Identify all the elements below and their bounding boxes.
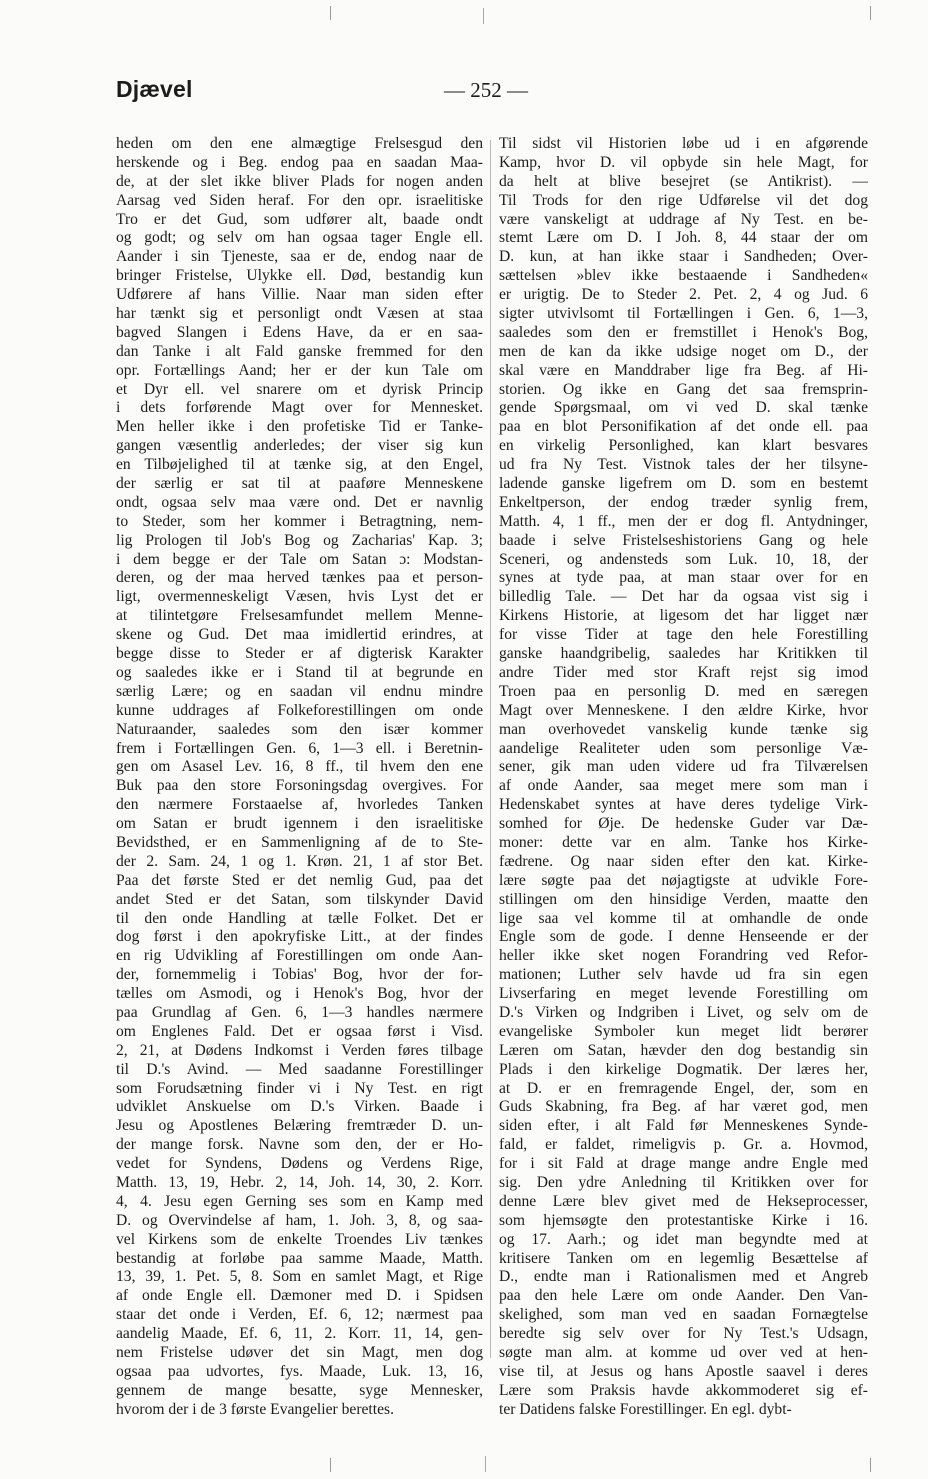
text-line: Matth. 13, 19, Hebr. 2, 14, Joh. 14, 30, 2. Korr. xyxy=(116,1173,483,1191)
text-line: heller ikke sket nogen Forandring ved Refor- xyxy=(499,947,868,965)
text-line: baade i selve Fristelseshistoriens Gang og hele xyxy=(499,531,868,549)
text-line: men de kan da ikke udsige noget om D., der xyxy=(499,342,868,360)
text-line: en Tilbøjelighed til at tænke sig, at den Engel, xyxy=(116,456,483,474)
text-line: der, fornemmelig i Tobias' Bog, hvor der for- xyxy=(116,966,483,984)
text-line: Matth. 4, 1 ff., men der er dog fl. Antydninger, xyxy=(499,512,868,530)
text-line: ligt, overmenneskeligt Væsen, hvis Lyst det er xyxy=(116,588,483,606)
text-line: Aander i sin Tjeneste, saa er de, endog naar de xyxy=(116,248,483,266)
text-line: 4, 4. Jesu egen Gerning ses som en Kamp med xyxy=(116,1192,483,1210)
text-line: for i sit Fald at drage mange andre Engle med xyxy=(499,1155,868,1173)
text-line: bringer Fristelse, Ulykke ell. Død, bestandig kun xyxy=(116,267,483,285)
text-line: stillingen om den hinsidige Verden, maatte den xyxy=(499,890,868,908)
text-line: vise til, at Jesus og hans Apostle saavel i deres xyxy=(499,1362,868,1380)
text-line: der særlig er sat til at paaføre Menneskene xyxy=(116,475,483,493)
text-line: en rig Udvikling af Forestillingen om onde Aan- xyxy=(116,947,483,965)
text-line: skelighed, som man ved en saadan Fornægtelse xyxy=(499,1306,868,1324)
running-head: Djævel xyxy=(116,76,193,102)
text-line: ladende ganske ligefrem om D. som en bestemt xyxy=(499,475,868,493)
text-line: D., endte man i Rationalismen med et Angreb xyxy=(499,1268,868,1286)
text-line: Engle som de gode. I denne Henseende er der xyxy=(499,928,868,946)
text-line: somhed for Øje. De hedenske Guder var Dæ- xyxy=(499,815,868,833)
text-line: paa en blot Personifikation af det onde ell. paa xyxy=(499,418,868,436)
text-line: Udførere af hans Villie. Naar man siden efter xyxy=(116,286,483,304)
text-line: Plads i den kirkelige Dogmatik. Der læres her, xyxy=(499,1060,868,1078)
text-line: i dem begge er der Tale om Satan ɔ: Modstan- xyxy=(116,550,483,568)
text-line: 2, 21, at Dødens Indkomst i Verden føres tilbage xyxy=(116,1041,483,1059)
text-line: kunne uddrages af Folkeforestillingen om onde xyxy=(116,701,483,719)
text-line: hvorom der i de 3 første Evangelier berettes. xyxy=(116,1400,394,1418)
text-line: af onde Engle ell. Dæmoner med D. i Spidsen xyxy=(116,1287,483,1305)
text-line: siden efter, i alt Fald før Menneskenes Synde- xyxy=(499,1117,868,1135)
text-line: vedet for Syndens, Dødens og Verdens Rige, xyxy=(116,1155,483,1173)
text-line: D.'s Virken og Indgriben i Livet, og selv om de xyxy=(499,1003,868,1021)
text-line: der 2. Sam. 24, 1 og 1. Krøn. 21, 1 af stor Bet. xyxy=(116,852,483,870)
text-line: særlig Lære; og en saadan vil endnu mindre xyxy=(116,682,483,700)
text-line: evangeliske Symboler kun meget lidt berører xyxy=(499,1022,868,1040)
text-line: om Englenes Fald. Det er ogsaa først i Visd. xyxy=(116,1022,483,1040)
right-column xyxy=(499,135,868,1420)
crop-mark xyxy=(330,1458,331,1472)
text-line: ganske haandgribelig, saaledes har Kritikken til xyxy=(499,645,868,663)
text-line: Lære som Praksis havde akkommoderet sig ef- xyxy=(499,1381,868,1399)
text-line: sættelsen »blev ikke bestaaende i Sandheden« xyxy=(499,267,868,285)
text-line: et Dyr ell. vel snarere om et dyrisk Princip xyxy=(116,380,483,398)
text-line: og saaledes ikke er i Stand til at begrunde en xyxy=(116,663,483,681)
text-line: udviklet Anskuelse om D.'s Virken. Baade i xyxy=(116,1098,483,1116)
text-line: en virkelig Personlighed, kan klart besvares xyxy=(499,437,868,455)
text-line: at tilintetgøre Frelsesamfundet mellem Menne- xyxy=(116,607,483,625)
text-line: og godt; og selv om han ogsaa tager Engle ell. xyxy=(116,229,483,247)
text-line: Paa det første Sted er det nemlig Gud, paa det xyxy=(116,871,483,889)
text-line: staar det onde i Verden, Ef. 6, 12; nærmest paa xyxy=(116,1306,483,1324)
text-line: Guds Skabning, fra Beg. af har været god, men xyxy=(499,1098,868,1116)
text-line: Aarsag ved Siden heraf. For den opr. israelitiske xyxy=(116,191,483,209)
page-header xyxy=(0,76,928,108)
text-line: paa den hele Lære om onde Aander. Den Van- xyxy=(499,1287,868,1305)
text-line: moner: dette var en alm. Tanke hos Kirke- xyxy=(499,833,868,851)
text-line: Magt over Menneskene. I den ældre Kirke, hvor xyxy=(499,701,868,719)
text-line: Sceneri, og andensteds som Luk. 10, 18, der xyxy=(499,550,868,568)
text-line: bagved Slangen i Edens Have, da er en saa- xyxy=(116,323,483,341)
text-line: Troen paa en personlig D. med en særegen xyxy=(499,682,868,700)
text-line: aandelige Realiteter uden som personlige Væ- xyxy=(499,739,868,757)
text-line: heden om den ene almægtige Frelsesgud den xyxy=(116,135,483,152)
text-line: Kirkens Historie, at ligesom det har ligget nær xyxy=(499,607,868,625)
crop-mark xyxy=(870,6,871,20)
text-line: skal være en Manddraber lige fra Beg. af Hi- xyxy=(499,361,868,379)
text-line: Bevidsthed, er en Sammenligning af de to Ste- xyxy=(116,833,483,851)
left-column xyxy=(116,135,483,1420)
text-line: 13, 39, 1. Pet. 5, 8. Som en samlet Magt, et Rige xyxy=(116,1268,483,1286)
page-number: — 252 — xyxy=(444,78,528,102)
text-line: er urigtig. De to Steder 2. Pet. 2, 4 og Jud. 6 xyxy=(499,286,868,304)
text-line: saaledes som den er fremstillet i Henok's Bog, xyxy=(499,323,868,341)
text-line: D. kun, at han ikke staar i Sandheden; Over- xyxy=(499,248,868,266)
text-line: Tro er det Gud, som udfører alt, baade ondt xyxy=(116,210,483,228)
text-line: som Forudsætning finder vi i Ny Test. en rigt xyxy=(116,1079,483,1097)
text-line: fædrene. Og naar siden efter den kat. Kirke- xyxy=(499,852,868,870)
text-line: lige saa vel komme til at omhandle de onde xyxy=(499,909,868,927)
text-line: opr. Fortællings Aand; her er der kun Tale om xyxy=(116,361,483,379)
text-line: lære søgte paa det nøjagtigste at udvikle Fore- xyxy=(499,871,868,889)
text-line: synes at tyde paa, at man staar over for en xyxy=(499,569,868,587)
text-line: den nærmere Forstaaelse af, hvorledes Tanken xyxy=(116,796,483,814)
text-line: Til Trods for den rige Udførelse vil det dog xyxy=(499,191,868,209)
text-line: to Steder, som her kommer i Betragtning, nem- xyxy=(116,512,483,530)
text-line: de, at der slet ikke bliver Plads for nogen anden xyxy=(116,172,483,190)
text-line: D. og Overvindelse af ham, 1. Joh. 3, 8, og saa- xyxy=(116,1211,483,1229)
crop-mark xyxy=(870,1458,871,1472)
text-line: vel Kirkens som de enkelte Troendes Liv tænkes xyxy=(116,1230,483,1248)
text-line: ondt, ogsaa selv maa være ond. Det er navnlig xyxy=(116,493,483,511)
text-line: som hjemsøgte den protestantiske Kirke i 16. xyxy=(499,1211,868,1229)
text-line: Hedenskabet syntes at have deres tydelige Virk- xyxy=(499,796,868,814)
text-line: lig Prologen til Job's Bog og Zacharias' Kap. 3; xyxy=(116,531,483,549)
text-line: bestandig at forløbe paa samme Maade, Matth. xyxy=(116,1249,483,1267)
text-line: paa Grundlag af Gen. 6, 1—3 handles nærmere xyxy=(116,1003,483,1021)
text-line: for visse Tider at tage den hele Forestilling xyxy=(499,626,868,644)
text-line: aandelig Maade, Ef. 6, 11, 2. Korr. 11, 14, gen- xyxy=(116,1325,483,1343)
text-line: gen om Asasel Lev. 16, 8 ff., til hvem den ene xyxy=(116,758,483,776)
text-line: begge disse to Steder er af digterisk Karakter xyxy=(116,645,483,663)
text-line: være vanskeligt at uddrage af Ny Test. en be- xyxy=(499,210,868,228)
text-line: ogsaa paa udvortes, fys. Maade, Luk. 13, 16, xyxy=(116,1362,483,1380)
text-line: frem i Fortællingen Gen. 6, 1—3 ell. i Beretnin- xyxy=(116,739,483,757)
text-line: fald, er faldet, rimeligvis p. Gr. a. Hovmod, xyxy=(499,1136,868,1154)
text-line: Enkeltperson, der endog træder synlig frem, xyxy=(499,493,868,511)
crop-mark xyxy=(485,1456,486,1472)
text-line: der mange forsk. Navne som den, der er Ho- xyxy=(116,1136,483,1154)
text-line: andre Tider med stor Kraft rejst sig imod xyxy=(499,663,868,681)
text-line: Kamp, hvor D. vil opbyde sin hele Magt, for xyxy=(499,153,868,171)
text-line: herskende og i Beg. endog paa en saadan Maa- xyxy=(116,153,483,171)
text-line: mationen; Luther selv havde ud fra sin egen xyxy=(499,966,868,984)
column-divider xyxy=(490,140,491,1358)
text-line: beredte sig selv over for Ny Test.'s Udsagn, xyxy=(499,1325,868,1343)
text-line: stemt Lære om D. I Joh. 8, 44 staar der om xyxy=(499,229,868,247)
text-line: billedlig Tale. — Det har da ogsaa vist sig i xyxy=(499,588,868,606)
text-line: til den onde Handling at tælle Folket. Det er xyxy=(116,909,483,927)
text-line: sigter utvivlsomt til Fortællingen i Gen. 6, 1—3, xyxy=(499,305,868,323)
text-line: gende Spørgsmaal, om vi ved D. skal tænke xyxy=(499,399,868,417)
text-line: man overhovedet vanskelig kunde tænke sig xyxy=(499,720,868,738)
text-line: gangen væsentlig anderledes; der viser sig kun xyxy=(116,437,483,455)
text-line: ter Datidens falske Forestillinger. En egl. dybt- xyxy=(499,1400,792,1418)
text-line: kritisere Tanken om en legemlig Besættelse af xyxy=(499,1249,868,1267)
text-line: skene og Gud. Det maa imidlertid erindres, at xyxy=(116,626,483,644)
text-line: Jesu og Apostlenes Belæring fremtræder D. un- xyxy=(116,1117,483,1135)
text-line: andet Sted er det Satan, som tilskynder David xyxy=(116,890,483,908)
text-line: sig. Den ydre Anledning til Kritikken over for xyxy=(499,1173,868,1191)
text-line: denne Lære blev givet med de Hekseprocesser, xyxy=(499,1192,868,1210)
text-line: gennem de mange besatte, syge Mennesker, xyxy=(116,1381,483,1399)
text-line: tælles om Asmodi, og i Henok's Bog, hvor der xyxy=(116,985,483,1003)
text-line: i dets forførende Magt over for Mennesket. xyxy=(116,399,483,417)
crop-mark xyxy=(330,6,331,20)
text-line: til D.'s Avind. — Med saadanne Forestillinger xyxy=(116,1060,483,1078)
text-line: af onde Aander, saa meget mere som man i xyxy=(499,777,868,795)
text-line: Men heller ikke i den profetiske Tid er Tanke- xyxy=(116,418,483,436)
text-line: Naturaander, saaledes som den især kommer xyxy=(116,720,483,738)
text-line: og 17. Aarh.; og idet man begyndte med at xyxy=(499,1230,868,1248)
text-line: har tænkt sig et personligt ondt Væsen at staa xyxy=(116,305,483,323)
crop-mark xyxy=(483,8,484,24)
text-line: at D. er en fremragende Engel, der, som en xyxy=(499,1079,868,1097)
text-line: nem Fristelse udøver det sin Magt, men dog xyxy=(116,1344,483,1361)
text-line: Læren om Satan, hævder den dog bestandig sin xyxy=(499,1041,868,1059)
text-line: om Satan er brudt igennem i den israelitiske xyxy=(116,815,483,833)
text-line: Livserfaring en meget levende Forestilling om xyxy=(499,985,868,1003)
text-line: dog først i den apokryfiske Litt., at der findes xyxy=(116,928,483,946)
text-line: dan Tanke i alt Fald ganske fremmed for den xyxy=(116,342,483,360)
text-line: Til sidst vil Historien løbe ud i en afgørende xyxy=(499,135,868,152)
text-line: storien. Og ikke en Gang det saa fremsprin- xyxy=(499,380,868,398)
text-line: da helt at blive besejret (se Antikrist). — xyxy=(499,172,868,190)
text-line: søgte man alm. at komme ud over ved at hen- xyxy=(499,1344,868,1361)
text-line: sener, gik man uden videre ud fra Tilværelsen xyxy=(499,758,868,776)
text-line: Buk paa den store Forsoningsdag overgives. For xyxy=(116,777,483,795)
text-line: ud fra Ny Test. Vistnok tales der her tilsyne- xyxy=(499,456,868,474)
text-line: deren, og der maa herved tænkes paa et person- xyxy=(116,569,483,587)
